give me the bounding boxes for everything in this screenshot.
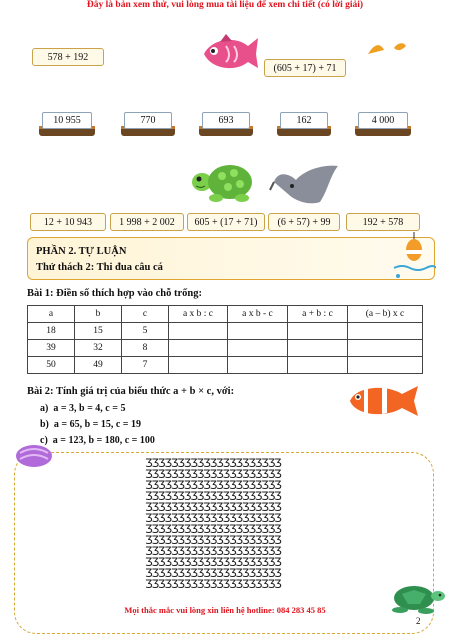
answer-tray[interactable]	[202, 112, 250, 138]
table-header-cell: a x b : c	[169, 306, 228, 323]
table-row	[28, 357, 423, 374]
answer-cell[interactable]	[227, 340, 287, 357]
clownfish-icon	[346, 380, 422, 422]
writing-line: ƷƷƷƷƷƷƷƷƷƷƷƷƷƷƷƷƷƷƷƷƷ	[145, 513, 281, 524]
footer-hotline: Mọi thắc mắc vui lòng xin liên hệ hotline: 084 283 45 85	[124, 605, 326, 615]
preview-banner: Đây là bản xem thử, vui lòng mua tài liệu để xem chi tiết (có lời giải)	[86, 0, 364, 10]
answer-cell[interactable]	[169, 323, 228, 340]
stingray-icon	[268, 160, 342, 212]
expression-card[interactable]: (6 + 57) + 99	[268, 213, 340, 231]
exercise-1-table	[27, 305, 423, 374]
table-header-cell: a x b - c	[227, 306, 287, 323]
section-subtitle: Thử thách 2: Thi đua câu cá	[36, 262, 163, 273]
answer-cell[interactable]	[227, 357, 287, 374]
answer-card: 10 955	[42, 112, 92, 129]
writing-line: ƷƷƷƷƷƷƷƷƷƷƷƷƷƷƷƷƷƷƷƷƷ	[145, 469, 281, 480]
table-cell: 15	[75, 323, 122, 340]
writing-line: ƷƷƷƷƷƷƷƷƷƷƷƷƷƷƷƷƷƷƷƷƷ	[145, 502, 281, 513]
table-row	[28, 323, 423, 340]
writing-line: ƷƷƷƷƷƷƷƷƷƷƷƷƷƷƷƷƷƷƷƷƷ	[145, 579, 281, 590]
table-cell: 39	[28, 340, 75, 357]
answer-card: 4 000	[358, 112, 408, 129]
answer-cell[interactable]	[287, 323, 347, 340]
table-cell: 8	[122, 340, 169, 357]
fishing-float-icon	[390, 232, 436, 282]
writing-line: ƷƷƷƷƷƷƷƷƷƷƷƷƷƷƷƷƷƷƷƷƷ	[145, 458, 281, 469]
answer-cell[interactable]	[348, 357, 423, 374]
table-cell: 32	[75, 340, 122, 357]
item-text: a = 3, b = 4, c = 5	[53, 403, 126, 414]
item-label: c)	[40, 435, 48, 446]
table-header-cell: b	[75, 306, 122, 323]
answer-tray[interactable]	[280, 112, 328, 138]
expression-card[interactable]: 1 998 + 2 002	[110, 213, 184, 231]
answer-tray[interactable]	[358, 112, 408, 138]
answer-card: 162	[280, 112, 328, 129]
section-header-box	[27, 237, 435, 280]
answer-cell[interactable]	[169, 357, 228, 374]
table-cell: 18	[28, 323, 75, 340]
answer-tray[interactable]	[124, 112, 172, 138]
expression-card[interactable]: (605 + 17) + 71	[264, 59, 346, 77]
expression-card[interactable]: 605 + (17 + 71)	[187, 213, 265, 231]
writing-line: ƷƷƷƷƷƷƷƷƷƷƷƷƷƷƷƷƷƷƷƷƷ	[145, 568, 281, 579]
exercise-2-item	[40, 419, 141, 430]
answer-card: 770	[124, 112, 172, 129]
writing-line: ƷƷƷƷƷƷƷƷƷƷƷƷƷƷƷƷƷƷƷƷƷ	[145, 557, 281, 568]
exercise-2-title: Bài 2: Tính giá trị của biểu thức a + b × c, với:	[27, 386, 235, 397]
exercise-2-item	[40, 403, 125, 414]
green-turtle-icon	[190, 160, 260, 206]
answer-cell[interactable]	[348, 323, 423, 340]
exercise-1-title: Bài 1: Điền số thích hợp vào chỗ trống:	[27, 288, 202, 299]
expression-card[interactable]: 192 + 578	[346, 213, 420, 231]
writing-line: ƷƷƷƷƷƷƷƷƷƷƷƷƷƷƷƷƷƷƷƷƷ	[145, 535, 281, 546]
table-cell: 49	[75, 357, 122, 374]
exercise-2-item	[40, 435, 155, 446]
answer-cell[interactable]	[287, 340, 347, 357]
writing-line: ƷƷƷƷƷƷƷƷƷƷƷƷƷƷƷƷƷƷƷƷƷ	[145, 524, 281, 535]
table-cell: 5	[122, 323, 169, 340]
table-header-cell: c	[122, 306, 169, 323]
item-text: a = 123, b = 180, c = 100	[52, 435, 155, 446]
section-title: PHẦN 2. TỰ LUẬN	[36, 246, 127, 257]
writing-line: ƷƷƷƷƷƷƷƷƷƷƷƷƷƷƷƷƷƷƷƷƷ	[145, 491, 281, 502]
table-header-cell: (a – b) x c	[348, 306, 423, 323]
answer-tray[interactable]	[42, 112, 92, 138]
item-label: a)	[40, 403, 49, 414]
answer-cell[interactable]	[348, 340, 423, 357]
answer-card: 693	[202, 112, 250, 129]
table-cell: 50	[28, 357, 75, 374]
table-header-cell: a + b : c	[287, 306, 347, 323]
item-text: a = 65, b = 15, c = 19	[53, 419, 142, 430]
expression-card[interactable]: 12 + 10 943	[30, 213, 106, 231]
expression-card[interactable]: 578 + 192	[32, 48, 104, 66]
page-number: 2	[416, 616, 421, 626]
answer-cell[interactable]	[287, 357, 347, 374]
pink-fish-icon	[200, 32, 260, 74]
writing-line: ƷƷƷƷƷƷƷƷƷƷƷƷƷƷƷƷƷƷƷƷƷ	[145, 546, 281, 557]
item-label: b)	[40, 419, 49, 430]
table-header-row	[28, 306, 423, 323]
writing-line: ƷƷƷƷƷƷƷƷƷƷƷƷƷƷƷƷƷƷƷƷƷ	[145, 480, 281, 491]
table-cell: 7	[122, 357, 169, 374]
table-row	[28, 340, 423, 357]
answer-cell[interactable]	[227, 323, 287, 340]
table-header-cell: a	[28, 306, 75, 323]
answer-cell[interactable]	[169, 340, 228, 357]
orange-fish-tail-icon	[366, 40, 408, 58]
shell-icon	[14, 441, 54, 469]
